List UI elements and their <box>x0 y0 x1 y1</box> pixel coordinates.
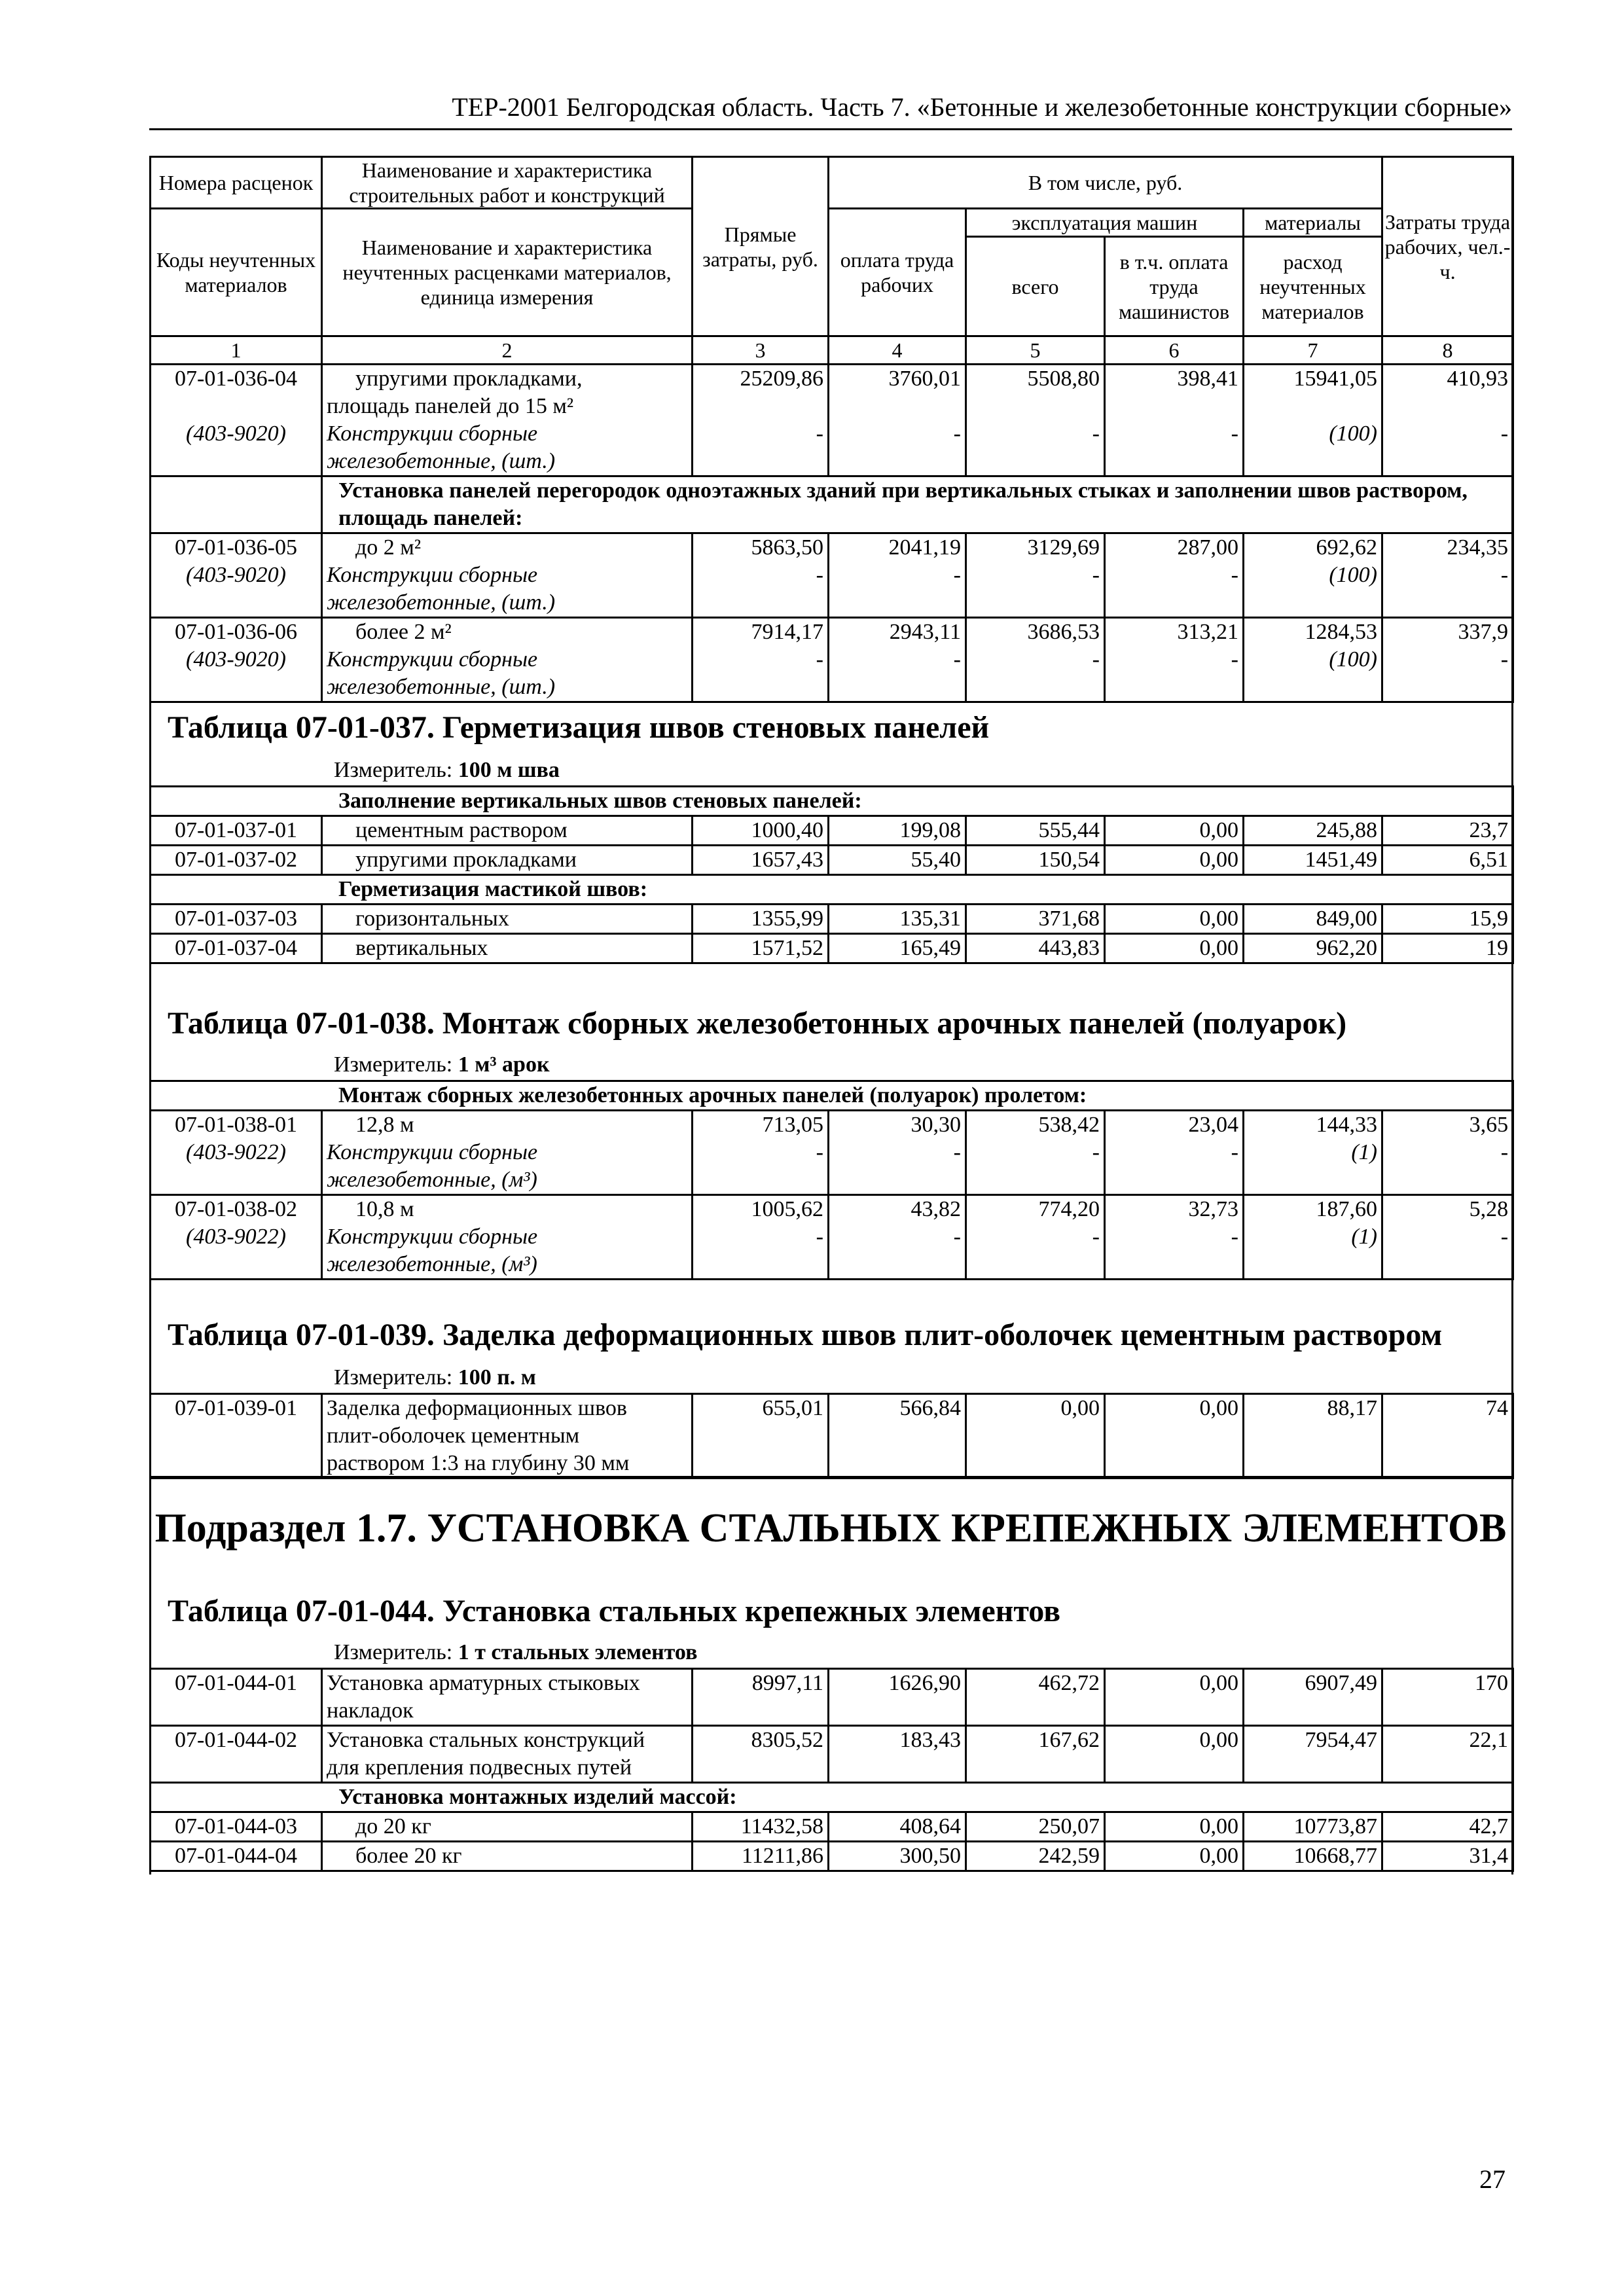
col-number: 8 <box>1382 336 1513 365</box>
worker-pay: 3760,01 - <box>829 365 966 476</box>
rate-name: до 2 м² Конструкции сборные железобетонные, (шт.) <box>322 533 693 618</box>
col-number: 3 <box>693 336 829 365</box>
materials: 10668,77 <box>1244 1842 1382 1871</box>
rates-table-036 <box>149 156 1514 703</box>
group-title: Заполнение вертикальных швов стеновых панелей: <box>151 787 1513 816</box>
materials: 962,20 <box>1244 934 1382 963</box>
group-title: Установка монтажных изделий массой: <box>151 1783 1513 1812</box>
rate-code: 07-01-037-01 <box>151 816 322 846</box>
direct-cost: 713,05 - <box>693 1111 829 1195</box>
running-header: ТЕР-2001 Белгородская область. Часть 7. «Бетонные и железобетонные конструкции сборные» <box>452 92 1512 122</box>
group-row <box>151 787 1513 816</box>
direct-cost: 8997,11 <box>693 1669 829 1726</box>
rate-name: упругими прокладками <box>322 846 693 875</box>
machines-total: 371,68 <box>966 905 1105 934</box>
worker-pay: 165,49 <box>829 934 966 963</box>
table-row <box>151 905 1513 934</box>
machines-total: 3129,69 - <box>966 533 1105 618</box>
worker-pay: 199,08 <box>829 816 966 846</box>
rate-name: цементным раствором <box>322 816 693 846</box>
machine-operation-header: эксплуатация машин <box>966 209 1244 237</box>
materials-header: материалы <box>1244 209 1382 237</box>
worker-pay: 2041,19 - <box>829 533 966 618</box>
table-row <box>151 1726 1513 1783</box>
table-044-title: Таблица 07-01-044. Установка стальных крепежных элементов <box>168 1594 1060 1628</box>
direct-cost-header: Прямые затраты, руб. <box>693 157 829 336</box>
worker-pay: 43,82 - <box>829 1195 966 1280</box>
machines-total: 250,07 <box>966 1812 1105 1842</box>
rate-code: 07-01-037-03 <box>151 905 322 934</box>
table-row <box>151 618 1513 702</box>
worker-pay: 300,50 <box>829 1842 966 1871</box>
table-row <box>151 846 1513 875</box>
machines-total: 242,59 <box>966 1842 1105 1871</box>
rate-code: 07-01-044-04 <box>151 1842 322 1871</box>
table-044-measure: Измеритель: 1 т стальных элементов <box>334 1640 698 1664</box>
table-header <box>151 157 1513 365</box>
labor-hours: 5,28 - <box>1382 1195 1513 1280</box>
machines-total: 443,83 <box>966 934 1105 963</box>
materials: 187,60 (1) <box>1244 1195 1382 1280</box>
rate-name: упругими прокладками, площадь панелей до 15 м² Конструкции сборные железобетонные, (шт.) <box>322 365 693 476</box>
machinist-pay: 23,04 - <box>1105 1111 1244 1195</box>
group-row <box>151 476 1513 533</box>
machinist-pay: 313,21 - <box>1105 618 1244 702</box>
col-number: 5 <box>966 336 1105 365</box>
table-row <box>151 1195 1513 1280</box>
table-body <box>151 365 1513 702</box>
table-row <box>151 365 1513 476</box>
direct-cost: 11211,86 <box>693 1842 829 1871</box>
table-row <box>151 1394 1513 1479</box>
labor-hours: 170 <box>1382 1669 1513 1726</box>
group-row <box>151 875 1513 905</box>
direct-cost: 5863,50 - <box>693 533 829 618</box>
labor-hours: 234,35 - <box>1382 533 1513 618</box>
worker-pay: 30,30 - <box>829 1111 966 1195</box>
direct-cost: 1355,99 <box>693 905 829 934</box>
table-row <box>151 1842 1513 1871</box>
rate-code: 07-01-044-02 <box>151 1726 322 1783</box>
col1-bottom-header: Коды неучтенных материалов <box>151 209 322 336</box>
rate-name: до 20 кг <box>322 1812 693 1842</box>
group-title: Герметизация мастикой швов: <box>151 875 1513 905</box>
including-header: В том числе, руб. <box>829 157 1382 209</box>
rate-name: 10,8 м Конструкции сборные железобетонные, (м³) <box>322 1195 693 1280</box>
machinist-pay: 0,00 <box>1105 816 1244 846</box>
table-039-title: Таблица 07-01-039. Заделка деформационных швов плит-оболочек цементным раствором <box>168 1318 1443 1352</box>
machinist-pay: 287,00 - <box>1105 533 1244 618</box>
col1-top-header: Номера расценок <box>151 157 322 209</box>
labor-hours: 19 <box>1382 934 1513 963</box>
table-038-title: Таблица 07-01-038. Монтаж сборных железобетонных арочных панелей (полуарок) <box>168 1006 1347 1041</box>
rates-table-037 <box>149 785 1514 964</box>
rate-code: 07-01-036-04 (403-9020) <box>151 365 322 476</box>
rate-name: более 2 м² Конструкции сборные железобетонные, (шт.) <box>322 618 693 702</box>
worker-pay: 566,84 <box>829 1394 966 1479</box>
rates-table-039 <box>149 1393 1514 1479</box>
col-number: 7 <box>1244 336 1382 365</box>
col-number: 4 <box>829 336 966 365</box>
direct-cost: 1000,40 <box>693 816 829 846</box>
rate-name: Установка арматурных стыковых накладок <box>322 1669 693 1726</box>
rate-code: 07-01-039-01 <box>151 1394 322 1479</box>
table-row <box>151 1812 1513 1842</box>
materials: 692,62 (100) <box>1244 533 1382 618</box>
machinist-pay: 0,00 <box>1105 934 1244 963</box>
rate-name: 12,8 м Конструкции сборные железобетонные, (м³) <box>322 1111 693 1195</box>
materials: 10773,87 <box>1244 1812 1382 1842</box>
table-039-measure: Измеритель: 100 п. м <box>334 1365 536 1390</box>
materials: 144,33 (1) <box>1244 1111 1382 1195</box>
rate-name: горизонтальных <box>322 905 693 934</box>
direct-cost: 8305,52 <box>693 1726 829 1783</box>
rate-name: Заделка деформационных швов плит-оболочек цементным раствором 1:3 на глубину 30 мм <box>322 1394 693 1479</box>
worker-pay: 2943,11 - <box>829 618 966 702</box>
table-row <box>151 1669 1513 1726</box>
group-row <box>151 1081 1513 1111</box>
rate-name: более 20 кг <box>322 1842 693 1871</box>
table-row <box>151 533 1513 618</box>
materials: 15941,05 (100) <box>1244 365 1382 476</box>
rate-code: 07-01-038-01 (403-9022) <box>151 1111 322 1195</box>
col-number: 2 <box>322 336 693 365</box>
rate-name: вертикальных <box>322 934 693 963</box>
labor-hours: 410,93 - <box>1382 365 1513 476</box>
table-038-measure: Измеритель: 1 м³ арок <box>334 1052 550 1077</box>
direct-cost: 25209,86 - <box>693 365 829 476</box>
direct-cost: 1657,43 <box>693 846 829 875</box>
machinist-pay: 0,00 <box>1105 846 1244 875</box>
subsection-title: Подраздел 1.7. УСТАНОВКА СТАЛЬНЫХ КРЕПЕЖНЫХ ЭЛЕМЕНТОВ <box>154 1506 1507 1551</box>
worker-pay: 55,40 <box>829 846 966 875</box>
worker-pay-header: оплата труда рабочих <box>829 209 966 336</box>
materials: 6907,49 <box>1244 1669 1382 1726</box>
labor-hours: 22,1 <box>1382 1726 1513 1783</box>
materials: 245,88 <box>1244 816 1382 846</box>
machinist-pay: 0,00 <box>1105 1394 1244 1479</box>
labor-hours: 74 <box>1382 1394 1513 1479</box>
col-number: 1 <box>151 336 322 365</box>
rates-table-044 <box>149 1668 1514 1872</box>
machinist-pay: 32,73 - <box>1105 1195 1244 1280</box>
unaccounted-materials-header: расход неучтенных материалов <box>1244 237 1382 336</box>
labor-cost-header: Затраты труда рабочих, чел.-ч. <box>1382 157 1513 336</box>
worker-pay: 1626,90 <box>829 1669 966 1726</box>
rate-code: 07-01-036-05 (403-9020) <box>151 533 322 618</box>
table-row <box>151 1111 1513 1195</box>
rates-table-038 <box>149 1080 1514 1280</box>
direct-cost: 655,01 <box>693 1394 829 1479</box>
machinist-pay: 0,00 <box>1105 1669 1244 1726</box>
labor-hours: 31,4 <box>1382 1842 1513 1871</box>
labor-hours: 337,9 - <box>1382 618 1513 702</box>
machines-total: 538,42 - <box>966 1111 1105 1195</box>
machines-total: 462,72 <box>966 1669 1105 1726</box>
machinist-pay: 0,00 <box>1105 1726 1244 1783</box>
machinist-pay: 0,00 <box>1105 905 1244 934</box>
machines-total: 555,44 <box>966 816 1105 846</box>
group-title: Монтаж сборных железобетонных арочных панелей (полуарок) пролетом: <box>151 1081 1513 1111</box>
col2-top-header: Наименование и характеристика строительных работ и конструкций <box>322 157 693 209</box>
worker-pay: 408,64 <box>829 1812 966 1842</box>
worker-pay: 135,31 <box>829 905 966 934</box>
page-number: 27 <box>1479 2164 1506 2194</box>
header-rule <box>149 128 1512 130</box>
materials: 849,00 <box>1244 905 1382 934</box>
materials: 1284,53 (100) <box>1244 618 1382 702</box>
materials: 1451,49 <box>1244 846 1382 875</box>
machines-total: 0,00 <box>966 1394 1105 1479</box>
col-number: 6 <box>1105 336 1244 365</box>
materials: 7954,47 <box>1244 1726 1382 1783</box>
rate-name: Установка стальных конструкций для крепления подвесных путей <box>322 1726 693 1783</box>
rate-code: 07-01-044-03 <box>151 1812 322 1842</box>
machines-total: 774,20 - <box>966 1195 1105 1280</box>
group-row <box>151 1783 1513 1812</box>
labor-hours: 3,65 - <box>1382 1111 1513 1195</box>
section-rule <box>149 1476 1512 1478</box>
machinist-pay: 0,00 <box>1105 1842 1244 1871</box>
machines-total: 167,62 <box>966 1726 1105 1783</box>
direct-cost: 11432,58 <box>693 1812 829 1842</box>
labor-hours: 23,7 <box>1382 816 1513 846</box>
col2-bottom-header: Наименование и характеристика неучтенных расценками материалов, единица измерения <box>322 209 693 336</box>
direct-cost: 1571,52 <box>693 934 829 963</box>
materials: 88,17 <box>1244 1394 1382 1479</box>
labor-hours: 6,51 <box>1382 846 1513 875</box>
table-037-measure: Измеритель: 100 м шва <box>334 758 560 782</box>
machinist-pay: 0,00 <box>1105 1812 1244 1842</box>
worker-pay: 183,43 <box>829 1726 966 1783</box>
rate-code: 07-01-037-04 <box>151 934 322 963</box>
rate-code: 07-01-037-02 <box>151 846 322 875</box>
rate-code: 07-01-036-06 (403-9020) <box>151 618 322 702</box>
table-037-title: Таблица 07-01-037. Герметизация швов стеновых панелей <box>168 710 990 745</box>
direct-cost: 7914,17 - <box>693 618 829 702</box>
labor-hours: 15,9 <box>1382 905 1513 934</box>
table-row <box>151 934 1513 963</box>
machinist-pay-header: в т.ч. оплата труда машинистов <box>1105 237 1244 336</box>
machines-total: 5508,80 - <box>966 365 1105 476</box>
direct-cost: 1005,62 - <box>693 1195 829 1280</box>
machines-total: 3686,53 - <box>966 618 1105 702</box>
machinist-pay: 398,41 - <box>1105 365 1244 476</box>
table-row <box>151 816 1513 846</box>
rate-code: 07-01-044-01 <box>151 1669 322 1726</box>
machines-total-header: всего <box>966 237 1105 336</box>
machines-total: 150,54 <box>966 846 1105 875</box>
group-title: Установка панелей перегородок одноэтажных зданий при вертикальных стыках и заполнении швов раствором, площадь панелей: <box>322 476 1513 533</box>
labor-hours: 42,7 <box>1382 1812 1513 1842</box>
rate-code: 07-01-038-02 (403-9022) <box>151 1195 322 1280</box>
